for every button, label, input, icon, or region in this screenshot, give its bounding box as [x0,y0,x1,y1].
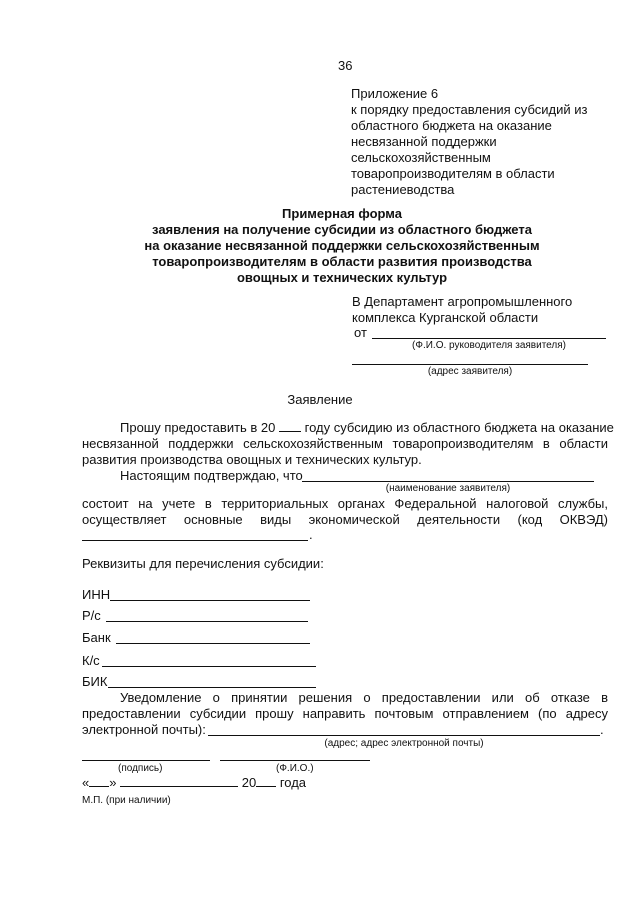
from-label: от [354,325,367,340]
appendix-line: областного бюджета на оказание [351,118,552,133]
bik-field[interactable] [108,687,316,688]
p1-text-b: году субсидию из областного бюджета на оказание [304,420,614,435]
stamp-note: М.П. (при наличии) [82,795,171,806]
month-blank[interactable] [120,776,238,787]
form-title-line: товаропроизводителям в области развития производства [152,254,532,269]
bank-label: Банк [82,630,111,645]
form-title-line: овощных и технических культур [236,270,448,285]
corr-account-label: К/с [82,653,100,668]
year-suffix: года [279,775,307,790]
page-number: 36 [338,58,353,73]
statement-p2-line2: состоит на учете в территориальных органах Федеральной налоговой службы, [82,496,608,511]
notification-end: . [600,722,604,737]
appendix-line: растениеводства [351,182,455,197]
p1-text-a: Прошу предоставить в 20 [120,420,276,435]
appendix-line: товаропроизводителям в области [351,166,555,181]
requisites-title: Реквизиты для перечисления субсидии: [82,556,324,571]
signature-fio-line[interactable] [220,760,370,761]
form-title-line: заявления на получение субсидии из областного бюджета [152,222,532,237]
bank-field[interactable] [116,643,310,644]
statement-p1-line3: развития производства овощных и технических культур. [82,452,422,467]
address-hint: (адрес заявителя) [427,366,513,377]
statement-p2-line3: осуществляет основные виды экономической деятельности (код ОКВЭД) [82,512,608,527]
appendix-title: Приложение 6 [351,86,439,101]
addressee-line-1: В Департамент агропромышленного [352,294,573,309]
inn-field[interactable] [110,600,310,601]
year-blank[interactable] [279,421,301,432]
corr-account-field[interactable] [102,666,316,667]
date-open-quote: « [82,775,90,790]
statement-p1-line2: несвязанной поддержки сельскохозяйственным товаропроизводителям в области [82,436,608,451]
year-suffix-blank[interactable] [256,776,276,787]
statement-p1-line1 [120,420,614,436]
form-title-line: Примерная форма [282,206,402,221]
applicant-name-line[interactable] [302,481,594,482]
day-blank[interactable] [89,776,109,787]
signature-line[interactable] [82,760,210,761]
appendix-block [351,86,587,198]
from-fio-line[interactable] [372,338,606,339]
email-address-line[interactable] [208,735,600,736]
appendix-line: несвязанной поддержки [351,134,497,149]
appendix-line: сельскохозяйственным [351,150,491,165]
fio-hint: (Ф.И.О. руководителя заявителя) [412,340,566,351]
notification-line3: электронной почты): [82,722,206,737]
year-prefix: 20 [241,775,257,790]
date-close-quote: » [109,775,117,790]
p2-label: Настоящим подтверждаю, что [120,468,303,483]
notification-line1: Уведомление о принятии решения о предоставлении или об отказе в [120,690,608,705]
addressee-line-2: комплекса Курганской области [352,310,539,325]
statement-title: Заявление [287,392,353,407]
form-title-line: на оказание несвязанной поддержки сельскохозяйственным [144,238,540,253]
email-address-hint: (адрес; адрес электронной почты) [324,738,484,749]
okved-end: . [309,527,313,542]
applicant-name-hint: (наименование заявителя) [385,483,511,494]
inn-label: ИНН [82,587,111,602]
notification-line2: предоставлении субсидии прошу направить почтовым отправлением (по адресу [82,706,608,721]
account-label: Р/с [82,608,101,623]
okved-line[interactable] [82,540,308,541]
form-title [100,206,584,286]
account-field[interactable] [106,621,308,622]
address-line[interactable] [352,364,588,365]
appendix-line: к порядку предоставления субсидий из [351,102,588,117]
date-row [82,775,306,791]
signature-hint: (подпись) [118,763,163,774]
signature-fio-hint: (Ф.И.О.) [276,763,314,774]
bik-label: БИК [82,674,108,689]
